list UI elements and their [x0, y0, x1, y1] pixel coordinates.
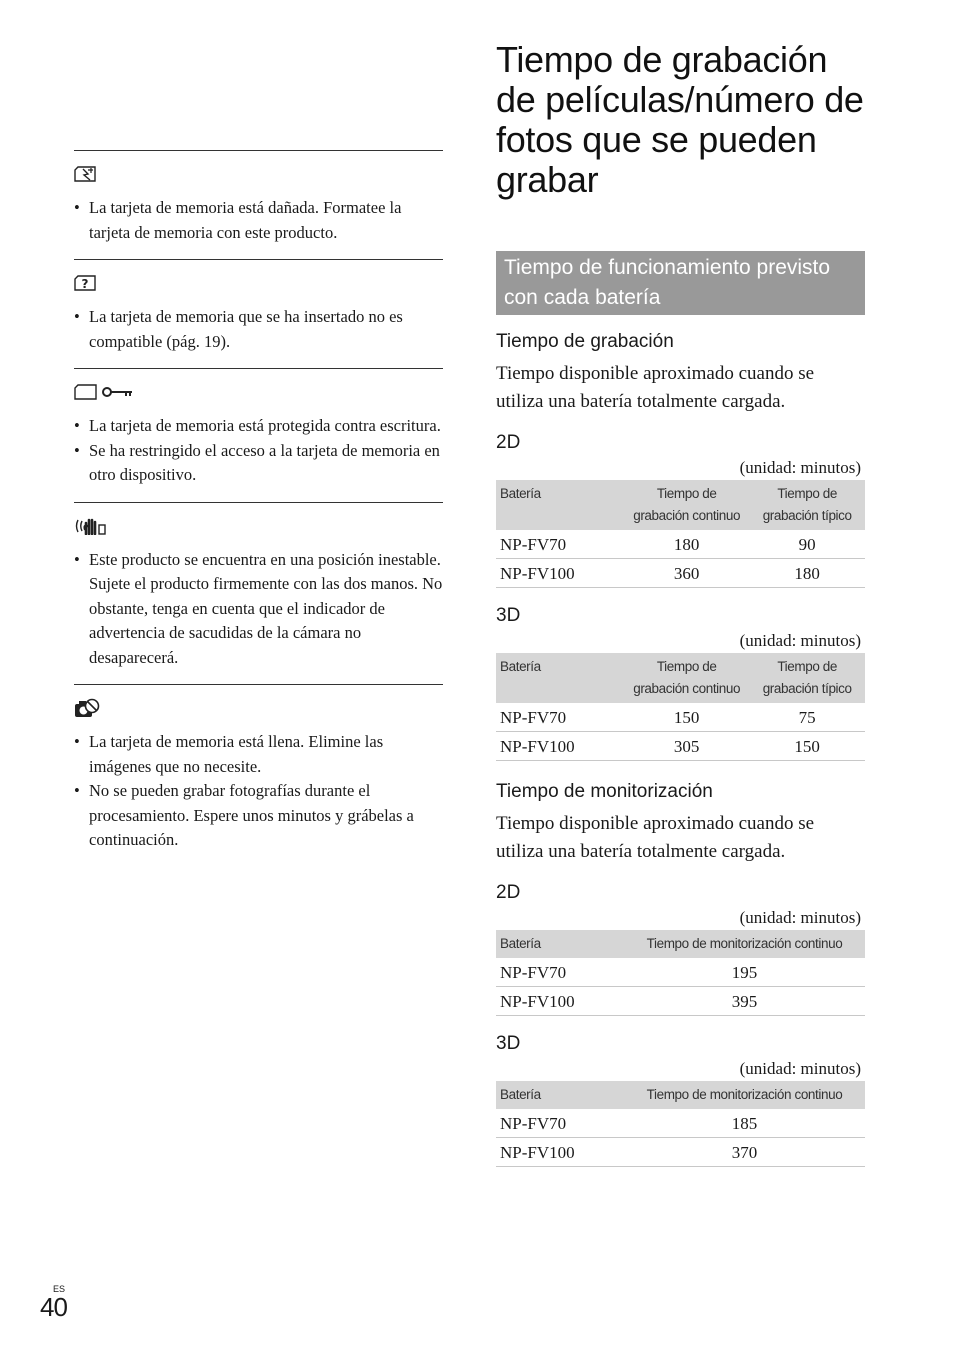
table-row: [496, 559, 865, 588]
page-number: 40: [40, 1292, 67, 1322]
unit-label: (unidad: minutos): [739, 1059, 861, 1078]
table-header: Batería: [496, 480, 624, 530]
table-cell: 185: [624, 1109, 865, 1138]
camera-shake-warning-icon: [74, 516, 443, 536]
list-item: • La tarjeta de memoria está llena. Elimine las imágenes que no necesite.: [74, 730, 443, 779]
entry-photo-disabled: [74, 684, 443, 867]
table-cell: 150: [624, 703, 749, 732]
table-cell: 180: [624, 530, 749, 559]
monitoring-3d-label: 3D: [496, 1033, 521, 1054]
recording-time-description: Tiempo disponible aproximado cuando se utiliza una batería totalmente cargada.: [496, 363, 815, 412]
write-protected-card-icon: [74, 382, 443, 402]
table-row: [496, 703, 865, 732]
table-header: Tiempo de grabación continuo: [624, 653, 749, 703]
table-header: Tiempo de monitorización continuo: [624, 930, 865, 958]
table-cell: 305: [624, 732, 749, 761]
table-cell: 360: [624, 559, 749, 588]
entry-write-protected: [74, 368, 443, 502]
unit-label: (unidad: minutos): [739, 458, 861, 477]
entry-camera-shake: [74, 502, 443, 685]
monitoring-3d-table: [496, 1081, 865, 1167]
table-cell: NP-FV70: [496, 1109, 624, 1138]
battery-time-section: [496, 40, 865, 1167]
recording-3d-table: [496, 653, 865, 761]
table-cell: NP-FV100: [496, 987, 624, 1016]
recording-2d-table: [496, 480, 865, 588]
photo-recording-disabled-icon: [74, 698, 443, 718]
table-row: [496, 1109, 865, 1138]
language-code: ES: [53, 1284, 66, 1294]
table-cell: NP-FV70: [496, 703, 624, 732]
table-header: Batería: [496, 930, 624, 958]
unit-label: (unidad: minutos): [739, 908, 861, 927]
table-cell: 90: [749, 530, 865, 559]
list-item: • Este producto se encuentra en una posición inestable. Sujete el producto firmemente con las dos manos. No obstante, tenga en cuenta que el indicador de advertencia de sacudidas de la cámara no desaparecerá.: [74, 548, 443, 671]
monitoring-2d-label: 2D: [496, 882, 521, 903]
list-item: • Se ha restringido el acceso a la tarjeta de memoria en otro dispositivo.: [74, 439, 443, 488]
damaged-card-icon: [74, 164, 443, 184]
table-cell: 195: [624, 958, 865, 987]
error-indicator-list: [74, 150, 443, 867]
section-heading: Tiempo de funcionamiento previsto con cada batería: [496, 251, 865, 315]
entry-damaged-card: [74, 150, 443, 259]
table-cell: NP-FV100: [496, 559, 624, 588]
table-header: Tiempo de grabación continuo: [624, 480, 749, 530]
monitoring-2d-table: [496, 930, 865, 1016]
table-header: Tiempo de grabación típico: [749, 480, 865, 530]
monitoring-time-heading: Tiempo de monitorización: [496, 781, 713, 802]
list-item: • La tarjeta de memoria está dañada. Formatee la tarjeta de memoria con este producto.: [74, 196, 443, 245]
table-cell: 150: [749, 732, 865, 761]
table-cell: 75: [749, 703, 865, 732]
table-cell: 180: [749, 559, 865, 588]
list-item: • No se pueden grabar fotografías durante el procesamiento. Espere unos minutos y grábelas a continuación.: [74, 779, 443, 853]
incompatible-card-icon: [74, 273, 443, 293]
recording-time-heading: Tiempo de grabación: [496, 331, 674, 352]
table-header: Tiempo de monitorización continuo: [624, 1081, 865, 1109]
table-cell: 370: [624, 1138, 865, 1167]
table-header: Batería: [496, 1081, 624, 1109]
table-row: [496, 732, 865, 761]
monitoring-time-description: Tiempo disponible aproximado cuando se utiliza una batería totalmente cargada.: [496, 813, 815, 862]
table-row: [496, 958, 865, 987]
recording-2d-label: 2D: [496, 432, 521, 453]
table-cell: NP-FV70: [496, 530, 624, 559]
svg-text:?: ?: [81, 277, 89, 291]
table-row: [496, 987, 865, 1016]
table-cell: NP-FV100: [496, 1138, 624, 1167]
table-header: Tiempo de grabación típico: [749, 653, 865, 703]
unit-label: (unidad: minutos): [739, 631, 861, 650]
table-cell: NP-FV70: [496, 958, 624, 987]
table-cell: NP-FV100: [496, 732, 624, 761]
list-item: • La tarjeta de memoria que se ha insertado no es compatible (pág. 19).: [74, 305, 443, 354]
table-header: Batería: [496, 653, 624, 703]
list-item: • La tarjeta de memoria está protegida contra escritura.: [74, 414, 443, 439]
table-row: [496, 1138, 865, 1167]
entry-incompatible-card: [74, 259, 443, 368]
recording-3d-label: 3D: [496, 605, 521, 626]
page-title: Tiempo de grabación de películas/número de fotos que se pueden grabar: [496, 39, 864, 200]
table-row: [496, 530, 865, 559]
table-cell: 395: [624, 987, 865, 1016]
